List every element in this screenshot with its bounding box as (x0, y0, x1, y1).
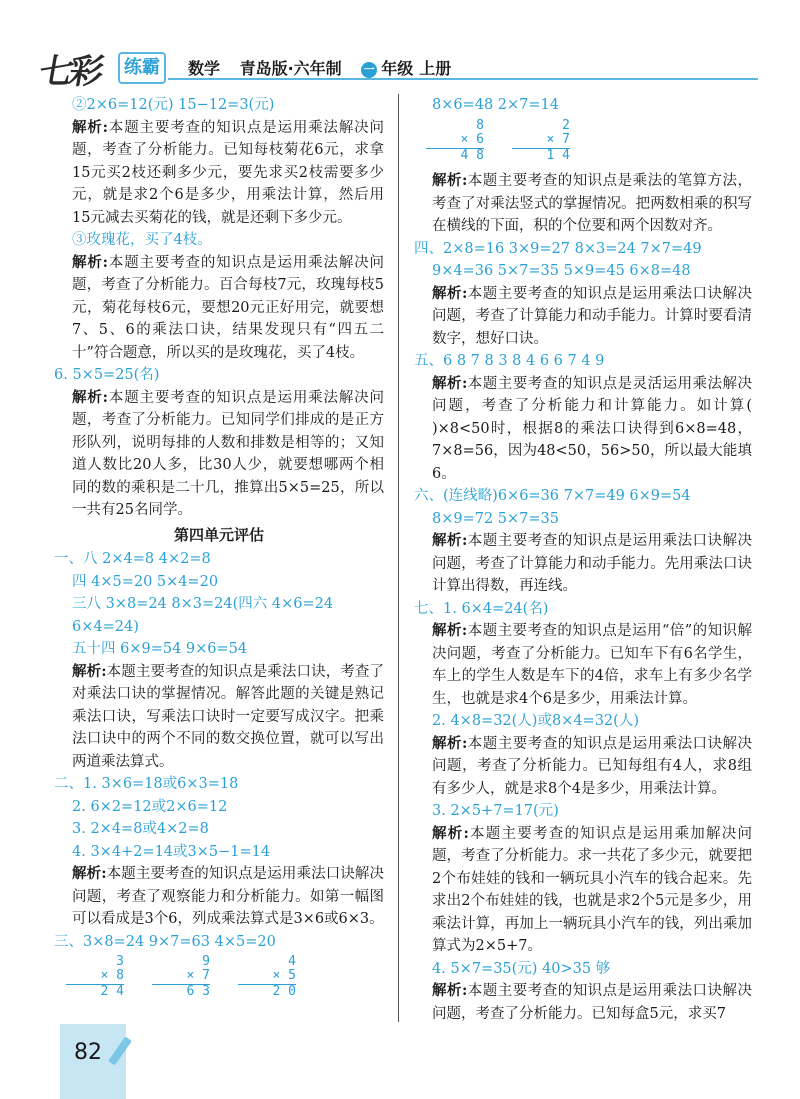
book-info (188, 56, 465, 79)
analysis-label: 解析: (432, 284, 468, 302)
analysis-paragraph: 解析:本题主要考查的知识点是运用乘加解决问题，考查了分析能力。求一共花了多少元，就要把2个布娃娃的钱和一辆玩具小汽车的钱合起来。先求出2个布娃娃的钱，也就是求2个5元是多少，用乘法计算，再加上一辆玩具小汽车的钱，列出乘加算式为2×5+7。 (432, 824, 753, 954)
analysis-label: 解析: (72, 253, 109, 271)
answer-line: 三、3×8=24 9×7=63 4×5=20 (54, 933, 276, 950)
analysis-paragraph: 解析:本题主要考查的知识点是运用乘法口诀解决问题，考查了计算能力和动手能力。先用乘法口诀计算出得数，再连线。 (432, 532, 753, 594)
answer-line: 3. 2×5+7=17(元) (432, 803, 559, 819)
answer-line: 四、2×8=16 3×9=27 8×3=24 7×7=49 (414, 240, 702, 257)
answer-line: 四 4×5=20 5×4=20 (72, 573, 219, 590)
answer-line: 五十四 6×9=54 9×6=54 (72, 641, 248, 657)
analysis-label: 解析: (72, 388, 109, 406)
edition-label: 青岛版·六年制 (239, 59, 342, 78)
answer-line: 4. 3×4+2=14或3×5−1=14 (72, 843, 271, 860)
answer-line: ③玫瑰花，买了4枝。 (72, 232, 212, 248)
analysis-paragraph: 解析:本题主要考查的知识点是运用乘法解决问题，考查了分析能力。已知同学们排成的是正方形队列，说明每排的人数和排数是相等的；又知道人数比20人多，比30人少，就要想哪两个相同的数的乘积是二十几，推算出5×5=25，所以一共有25名同学。 (72, 388, 385, 518)
column-divider (398, 94, 399, 1022)
analysis-label: 解析: (432, 172, 468, 189)
analysis-paragraph: 解析:本题主要考查的知识点是运用乘法口诀解决问题，考查了分析能力。已知每组有4人，求8组有多少人，就是求8个4是多少，用乘法计算。 (432, 734, 753, 797)
answer-line: 6×4=24) (72, 618, 139, 635)
page-header (0, 0, 800, 100)
grade-label: 年级 (381, 59, 414, 78)
analysis-paragraph: 解析:本题主要考查的知识点是运用乘法解决问题，考查了分析能力。已知每枝菊花6元，求拿15元买2枝还剩多少元，要先求买2枝需要多少元，就是求2个6是多少，用乘法计算，然后用15元减去买菊花的钱，就是还剩下多少元。 (72, 118, 385, 226)
analysis-label: 解析: (72, 662, 107, 680)
answer-line: 六、(连线略)6×6=36 7×7=49 6×9=54 (414, 488, 691, 504)
analysis-paragraph: 解析:本题主要考查的知识点是运用乘法口诀解决问题，考查了分析能力。已知每盒5元，求买7 (432, 982, 753, 1022)
analysis-label: 解析: (72, 865, 107, 882)
analysis-paragraph: 解析:本题主要考查的知识点是乘法口诀，考查了对乘法口诀的掌握情况。解答此题的关键是熟记乘法口诀，写乘法口诀时一定要写成汉字。把乘法口诀中的两个不同的数交换位置，就可以写出两道乘法算式。 (72, 662, 384, 770)
section-title: 第四单元评估 (173, 525, 264, 544)
analysis-paragraph: 解析:本题主要考查的知识点是运用“倍”的知识解决问题，考查了分析能力。已知车下有6名学生，车上的学生人数是车下的4倍，求车上有多少名学生，也就是求4个6是多少，用乘法计算。 (432, 622, 752, 707)
vertical-calc: 4 × 5 2 0 (238, 955, 296, 999)
vertical-calcs (426, 119, 752, 167)
analysis-label: 解析: (432, 622, 468, 639)
analysis-label: 解析: (72, 118, 109, 136)
answer-line: 4. 5×7=35(元) 40>35 够 (432, 960, 611, 977)
analysis-paragraph: 解析:本题主要考查的知识点是乘法的笔算方法，考查了对乘法竖式的掌握情况。把两数相乘的积写在横线的下面，积的个位要和两个因数对齐。 (432, 172, 753, 234)
analysis-label: 解析: (432, 982, 468, 999)
answer-line: 6. 5×5=25(名) (54, 367, 160, 383)
analysis-label: 解析: (432, 824, 469, 842)
analysis-paragraph: 解析:本题主要考查的知识点是运用乘法解决问题，考查了分析能力。百合每枝7元，玫瑰每枝5元，菊花每枝6元，要想20元正好用完，就要想7、5、6的乘法口诀，结果发现只有“四五二十”符合题意，所以买的是玫瑰花，买了4枝。 (72, 253, 385, 361)
answer-line: 2. 4×8=32(人)或8×4=32(人) (432, 713, 639, 729)
answer-line: 七、1. 6×4=24(名) (414, 600, 549, 617)
page-number: 82 (74, 1040, 102, 1065)
answer-line: 二、1. 3×6=18或6×3=18 (54, 776, 239, 792)
analysis-label: 解析: (432, 734, 468, 752)
answer-line: 三八 3×8=24 8×3=24(四六 4×6=24 (72, 596, 334, 612)
answer-line: ②2×6=12(元) 15−12=3(元) (72, 97, 275, 113)
analysis-paragraph: 解析:本题主要考查的知识点是灵活运用乘法解决问题，考查了分析能力和计算能力。如计算( )×8<50时，根据8的乘法口诀得到6×8=48，7×8=56，因为48<50，56>50，所以最大能填6。 (432, 374, 753, 482)
answer-line: 8×6=48 2×7=14 (432, 97, 560, 113)
volume-label: 上册 (419, 59, 452, 78)
brand-logo: 七彩 (35, 52, 103, 92)
answer-line: 一、八 2×4=8 4×2=8 (54, 551, 211, 567)
vertical-calc: 8 × 6 4 8 (426, 119, 484, 163)
analysis-label: 解析: (432, 532, 468, 549)
grade-badge: 一 (361, 62, 377, 78)
vertical-calc: 9 × 7 6 3 (152, 955, 210, 999)
answer-line: 3. 2×4=8或4×2=8 (72, 821, 209, 837)
analysis-paragraph: 解析:本题主要考查的知识点是运用乘法口诀解决问题，考查了观察能力和分析能力。如第一幅图可以看成是3个6，列成乘法算式是3×6或6×3。 (72, 865, 384, 927)
analysis-paragraph: 解析:本题主要考查的知识点是运用乘法口诀解决问题，考查了计算能力和动手能力。计算时要看清数字，想好口诀。 (432, 284, 753, 347)
left-column (54, 94, 384, 1007)
analysis-label: 解析: (432, 374, 468, 392)
answer-line: 9×4=36 5×7=35 5×9=45 6×8=48 (432, 263, 691, 279)
right-column (414, 94, 752, 1025)
vertical-calc: 3 × 8 2 4 (66, 955, 124, 999)
vertical-calc: 2 × 7 1 4 (512, 119, 570, 163)
vertical-calcs (66, 955, 384, 1003)
answer-line: 五、6 8 7 8 3 8 4 6 6 7 4 9 (414, 353, 605, 369)
subject-label: 数学 (188, 59, 221, 78)
answer-line: 8×9=72 5×7=35 (432, 510, 560, 527)
answer-line: 2. 6×2=12或2×6=12 (72, 798, 228, 815)
brand-logo-box: 练霸 (118, 52, 166, 84)
